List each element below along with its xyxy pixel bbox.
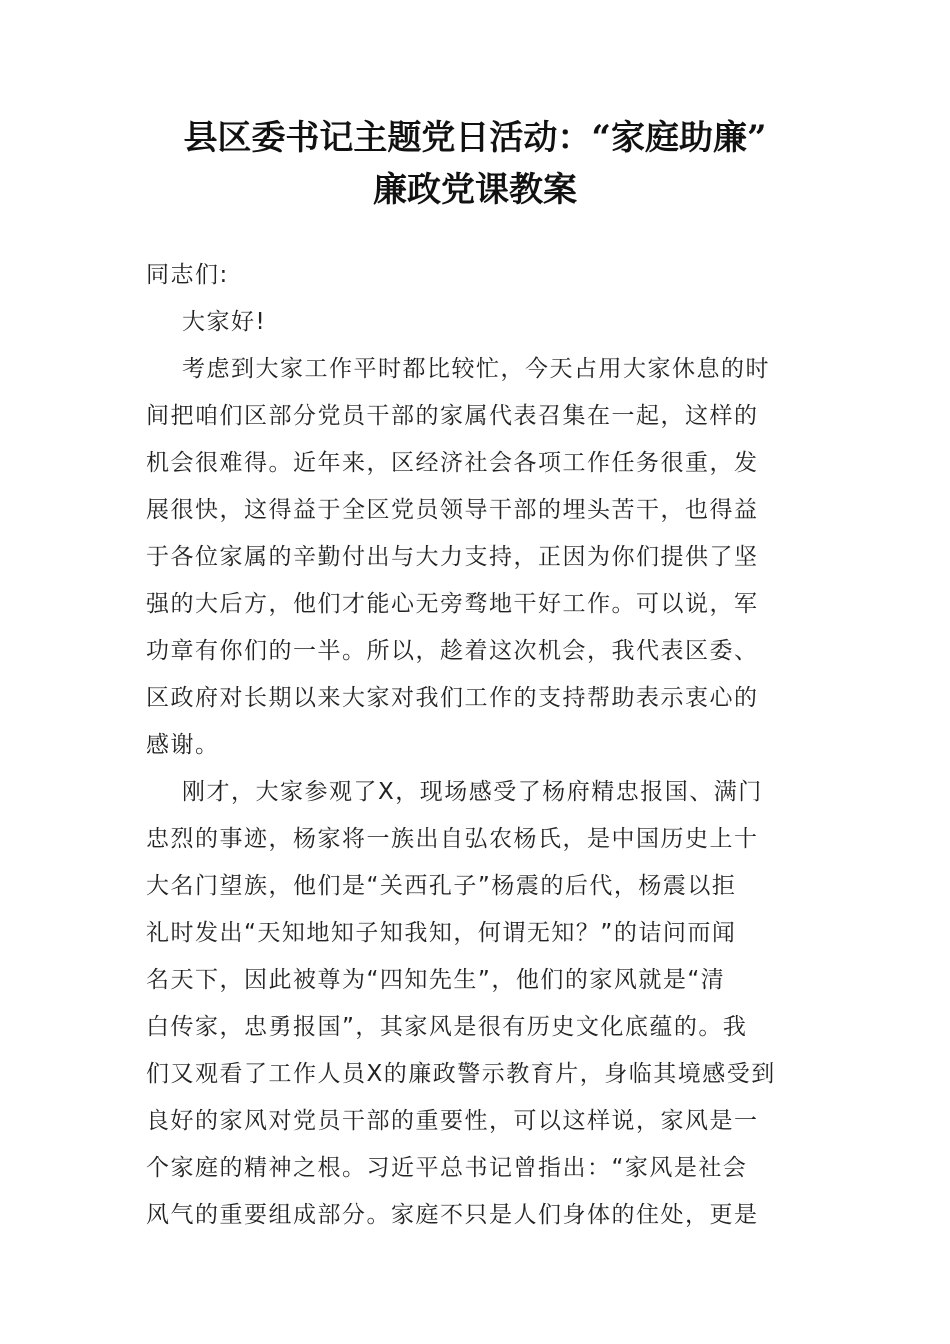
paragraph-line: 展很快，这得益于全区党员领导干部的埋头苦干，也得益 (146, 497, 759, 523)
paragraph-line: 忠烈的事迹，杨家将一族出自弘农杨氏，是中国历史上十 (146, 826, 759, 852)
greeting: 大家好! (182, 309, 267, 335)
document-body (146, 252, 811, 1239)
paragraph-line: 白传家，忠勇报国”，其家风是很有历史文化底蕴的。我 (146, 1014, 748, 1040)
paragraph-line: 于各位家属的辛勤付出与大力支持，正因为你们提供了坚 (146, 544, 759, 570)
paragraph-line: 风气的重要组成部分。家庭不只是人们身体的住处，更是 (146, 1202, 759, 1228)
paragraph-line: 功章有你们的一半。所以，趁着这次机会，我代表区委、 (146, 638, 759, 664)
paragraph-line: 机会很难得。近年来，区经济社会各项工作任务很重，发 (146, 450, 759, 476)
paragraph-line: 间把咱们区部分党员干部的家属代表召集在一起，这样的 (146, 403, 759, 429)
paragraph-line: 大名门望族，他们是“关西孔子”杨震的后代，杨震以拒 (146, 873, 737, 899)
title-line: 县区委书记主题党日活动：“家庭助廉” (183, 118, 767, 158)
paragraph-line: 个家庭的精神之根。习近平总书记曾指出：“家风是社会 (146, 1155, 748, 1181)
paragraph-line: 考虑到大家工作平时都比较忙，今天占用大家休息的时 (182, 356, 770, 382)
paragraph-line: 强的大后方，他们才能心无旁骛地干好工作。可以说，军 (146, 591, 759, 617)
document-title (120, 112, 830, 216)
paragraph-line: 感谢。 (146, 732, 220, 758)
title-line: 廉政党课教案 (373, 170, 577, 210)
paragraph-line: 刚才，大家参观了X，现场感受了杨府精忠报国、满门 (182, 779, 763, 805)
paragraph-line: 礼时发出“天知地知子知我知，何谓无知？”的诘问而闻 (146, 920, 737, 946)
paragraph-line: 区政府对长期以来大家对我们工作的支持帮助表示衷心的 (146, 685, 759, 711)
paragraph-line: 们又观看了工作人员X的廉政警示教育片，身临其境感受到 (146, 1061, 776, 1087)
salutation: 同志们: (146, 262, 229, 288)
paragraph-line: 名天下，因此被尊为“四知先生”，他们的家风就是“清 (146, 967, 726, 993)
paragraph-line: 良好的家风对党员干部的重要性，可以这样说，家风是一 (146, 1108, 759, 1134)
